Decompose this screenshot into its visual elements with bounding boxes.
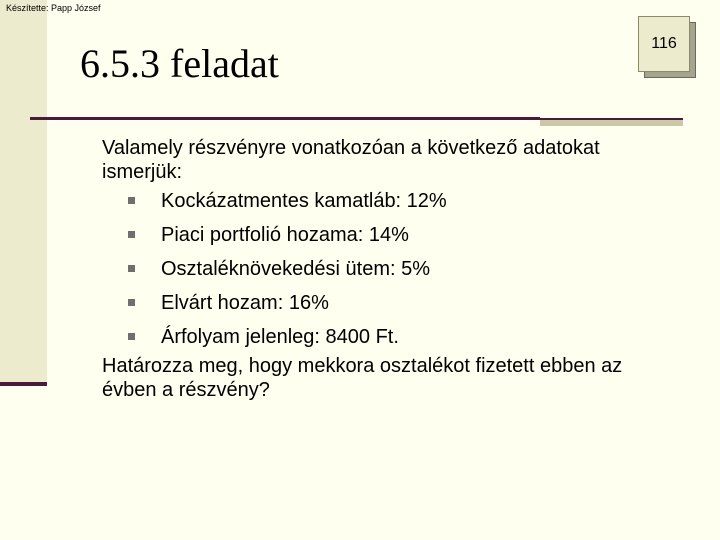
square-bullet-icon [128, 197, 135, 204]
page-number: 116 [638, 16, 690, 72]
intro-text: Valamely részvényre vonatkozóan a következő adatokat ismerjük: [102, 137, 600, 183]
slide-body [102, 136, 682, 402]
list-item-text: Elvárt hozam: 16% [161, 292, 329, 314]
list-item [102, 252, 682, 286]
slide-title: 6.5.3 feladat [80, 41, 279, 86]
list-item [102, 184, 682, 218]
list-item-text: Árfolyam jelenleg: 8400 Ft. [161, 326, 399, 348]
question-text: Határozza meg, hogy mekkora osztalékot fizetett ebben az évben a részvény? [102, 355, 623, 401]
title-rule [30, 117, 540, 120]
square-bullet-icon [128, 299, 135, 306]
page-number-badge [638, 16, 694, 76]
list-item-text: Kockázatmentes kamatláb: 12% [161, 190, 447, 212]
title-rule-shadow [540, 120, 683, 126]
sidebar-rule [0, 382, 47, 386]
list-item-text: Piaci portfolió hozama: 14% [161, 224, 409, 246]
list-item [102, 286, 682, 320]
square-bullet-icon [128, 265, 135, 272]
author-credit: Készítette: Papp József [6, 3, 101, 13]
list-item [102, 218, 682, 252]
square-bullet-icon [128, 231, 135, 238]
square-bullet-icon [128, 333, 135, 340]
list-item-text: Osztaléknövekedési ütem: 5% [161, 258, 431, 280]
bullet-list [102, 184, 682, 354]
sidebar-band [0, 0, 47, 382]
list-item [102, 320, 682, 354]
